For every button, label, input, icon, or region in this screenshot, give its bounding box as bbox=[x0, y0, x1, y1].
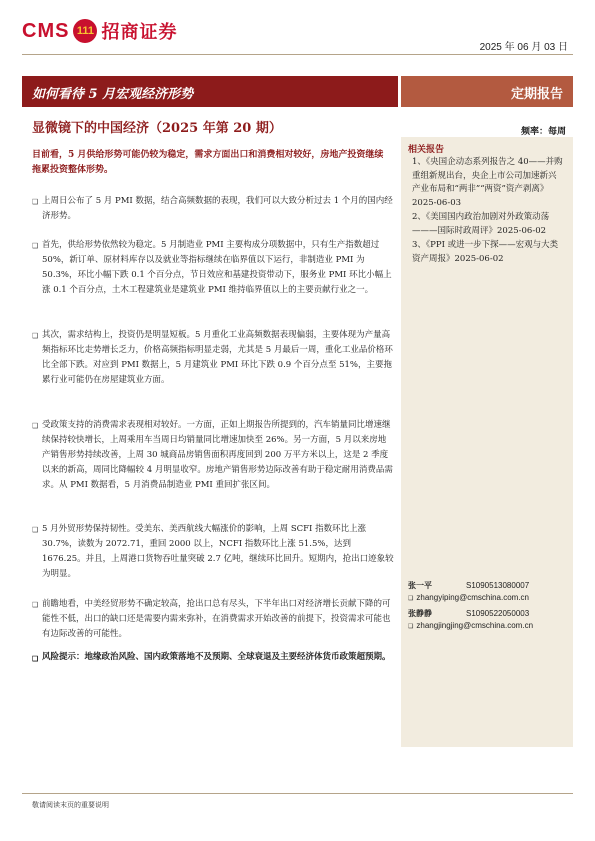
report-type-bar bbox=[401, 76, 573, 107]
related-report-link[interactable]: 1、《央国企动态系列报告之 40——并购重组新规出台，央企上市公司加速新兴产业布局和“两非”“两资”资产剥离》2025-06-03 bbox=[412, 157, 563, 208]
analyst-email[interactable]: zhangyiping@cmschina.com.cn bbox=[416, 593, 530, 602]
paragraph bbox=[32, 522, 394, 582]
paragraph bbox=[32, 238, 394, 298]
paragraph bbox=[32, 597, 394, 642]
analyst-block bbox=[408, 580, 568, 602]
related-report-link[interactable]: 2、《美国国内政治加剧对外政策动荡———国际时政周评》2025-06-02 bbox=[412, 212, 550, 236]
paragraph bbox=[32, 418, 394, 493]
bullet-icon: ❑ bbox=[32, 654, 39, 663]
paragraph-text: 受政策支持的消费需求表现相对较好。一方面，正如上期报告所提到的，汽车销量同比增速继续保持较快增长，上周乘用车当周日均销量同比增速加快至 26%。另一方面，5 月以来房地产销售形势持续改善，上周 30 城商品房销售面积再度回到 200 万平方米以上，这是 2 季度以来的新高，周同比降幅较 4 月明显收窄。房地产销售形势边际改善有助于稳定耐用消费品需求。从 PMI 数据看，5 月消费品制造业 PMI 重回扩张区间。 bbox=[42, 420, 393, 490]
header-divider bbox=[22, 54, 573, 55]
paragraph-text: 其次，需求结构上，投资仍是明显短板。5 月重化工业高频数据表现偏弱，主要体现为产量高频指标环比走势增长乏力，价格高频指标明显走弱，尤其是 5 月最后一周，重化工业品价格环比全部下跌。对应到 PMI 数据上，5 月建筑业 PMI 环比下跌 0.9 个百分点至 51%，主要拖累行业可能仍在房屋建筑业方面。 bbox=[42, 330, 393, 385]
frequency-label: 频率：每周 bbox=[520, 127, 566, 137]
title-bar bbox=[22, 76, 398, 107]
logo-cms-text: CMS bbox=[22, 19, 70, 42]
paragraph-text: 前瞻地看，中美经贸形势不确定较高，抢出口总有尽头，下半年出口对经济增长贡献下降的可能性不低，出口的缺口还是需要内需来弥补，在消费需求开始改善的前提下，投资需求可能也有边际改善的可能性。 bbox=[42, 599, 391, 639]
paragraph bbox=[32, 194, 394, 224]
analyst-name: 张静静 bbox=[408, 608, 432, 618]
report-date: 2025 年 06 月 03 日 bbox=[479, 42, 568, 53]
logo-badge-icon: 111 bbox=[73, 19, 97, 43]
paragraph-text: 首先，供给形势依然较为稳定。5 月制造业 PMI 主要构成分项数据中，只有生产指数超过 50%，新订单、原材料库存以及就业等指标继续在临界值以下运行，非制造业 PMI 为 50.3%，环比小幅下跌 0.1 个百分点，节日效应和基建投资带动下，服务业 PMI 环比小幅上涨 0.1 个百分点，土木工程建筑业是建筑业 PMI 维持临界值以上的主要贡献行业之一。 bbox=[42, 240, 392, 295]
related-reports-list bbox=[412, 156, 564, 267]
related-reports-title: 相关报告 bbox=[408, 145, 445, 155]
analyst-email[interactable]: zhangjingjing@cmschina.com.cn bbox=[416, 621, 534, 630]
bullet-icon: ❑ bbox=[408, 624, 414, 630]
paragraph-text: 上周日公布了 5 月 PMI 数据，结合高频数据的表现，我们可以大致分析过去 1 个月的国内经济形势。 bbox=[42, 196, 393, 221]
bullet-icon: ❑ bbox=[32, 332, 39, 340]
logo-chinese-text: 招商证券 bbox=[101, 22, 178, 43]
analyst-id: S1090513080007 bbox=[466, 581, 530, 590]
bullet-icon: ❑ bbox=[32, 242, 39, 250]
related-report-link[interactable]: 3、《PPI 或进一步下探——宏观与大类资产周报》2025-06-02 bbox=[412, 240, 559, 264]
paragraph-text: 5 月外贸形势保持韧性。受美东、美西航线大幅涨价的影响，上周 SCFI 指数环比上涨 30.7%，读数为 2072.71，重回 2000 以上，NCFI 指数环比上涨 51.5%，达到 1676.25。并且，上周港口货物吞吐量突破 2.7 亿吨，继续环比回升。短期内，抢出口迹象较为明显。 bbox=[42, 524, 394, 579]
footer-note: 敬请阅读末页的重要说明 bbox=[32, 801, 109, 809]
analyst-id: S1090522050003 bbox=[466, 609, 530, 618]
brand-logo bbox=[22, 16, 177, 46]
footer-divider bbox=[22, 793, 573, 794]
bullet-icon: ❑ bbox=[32, 198, 39, 206]
paragraph bbox=[32, 328, 394, 388]
report-title: 如何看待 5 月宏观经济形势 bbox=[32, 87, 194, 102]
bullet-icon: ❑ bbox=[32, 601, 39, 609]
bullet-icon: ❑ bbox=[32, 422, 39, 430]
report-subtitle: 显微镜下的中国经济（2025 年第 20 期） bbox=[32, 121, 282, 136]
report-type: 定期报告 bbox=[510, 87, 563, 102]
analyst-name: 张一平 bbox=[408, 580, 432, 590]
summary-text: 目前看，5 月供给形势可能仍较为稳定，需求方面出口和消费相对较好，房地产投资继续拖累投资整体形势。 bbox=[32, 150, 384, 175]
bullet-icon: ❑ bbox=[32, 526, 39, 534]
risk-warning bbox=[32, 650, 394, 666]
bullet-icon: ❑ bbox=[408, 596, 414, 602]
analyst-block bbox=[408, 608, 568, 630]
risk-text: 风险提示：地缘政治风险、国内政策落地不及预期、全球衰退及主要经济体货币政策超预期。 bbox=[42, 652, 391, 662]
